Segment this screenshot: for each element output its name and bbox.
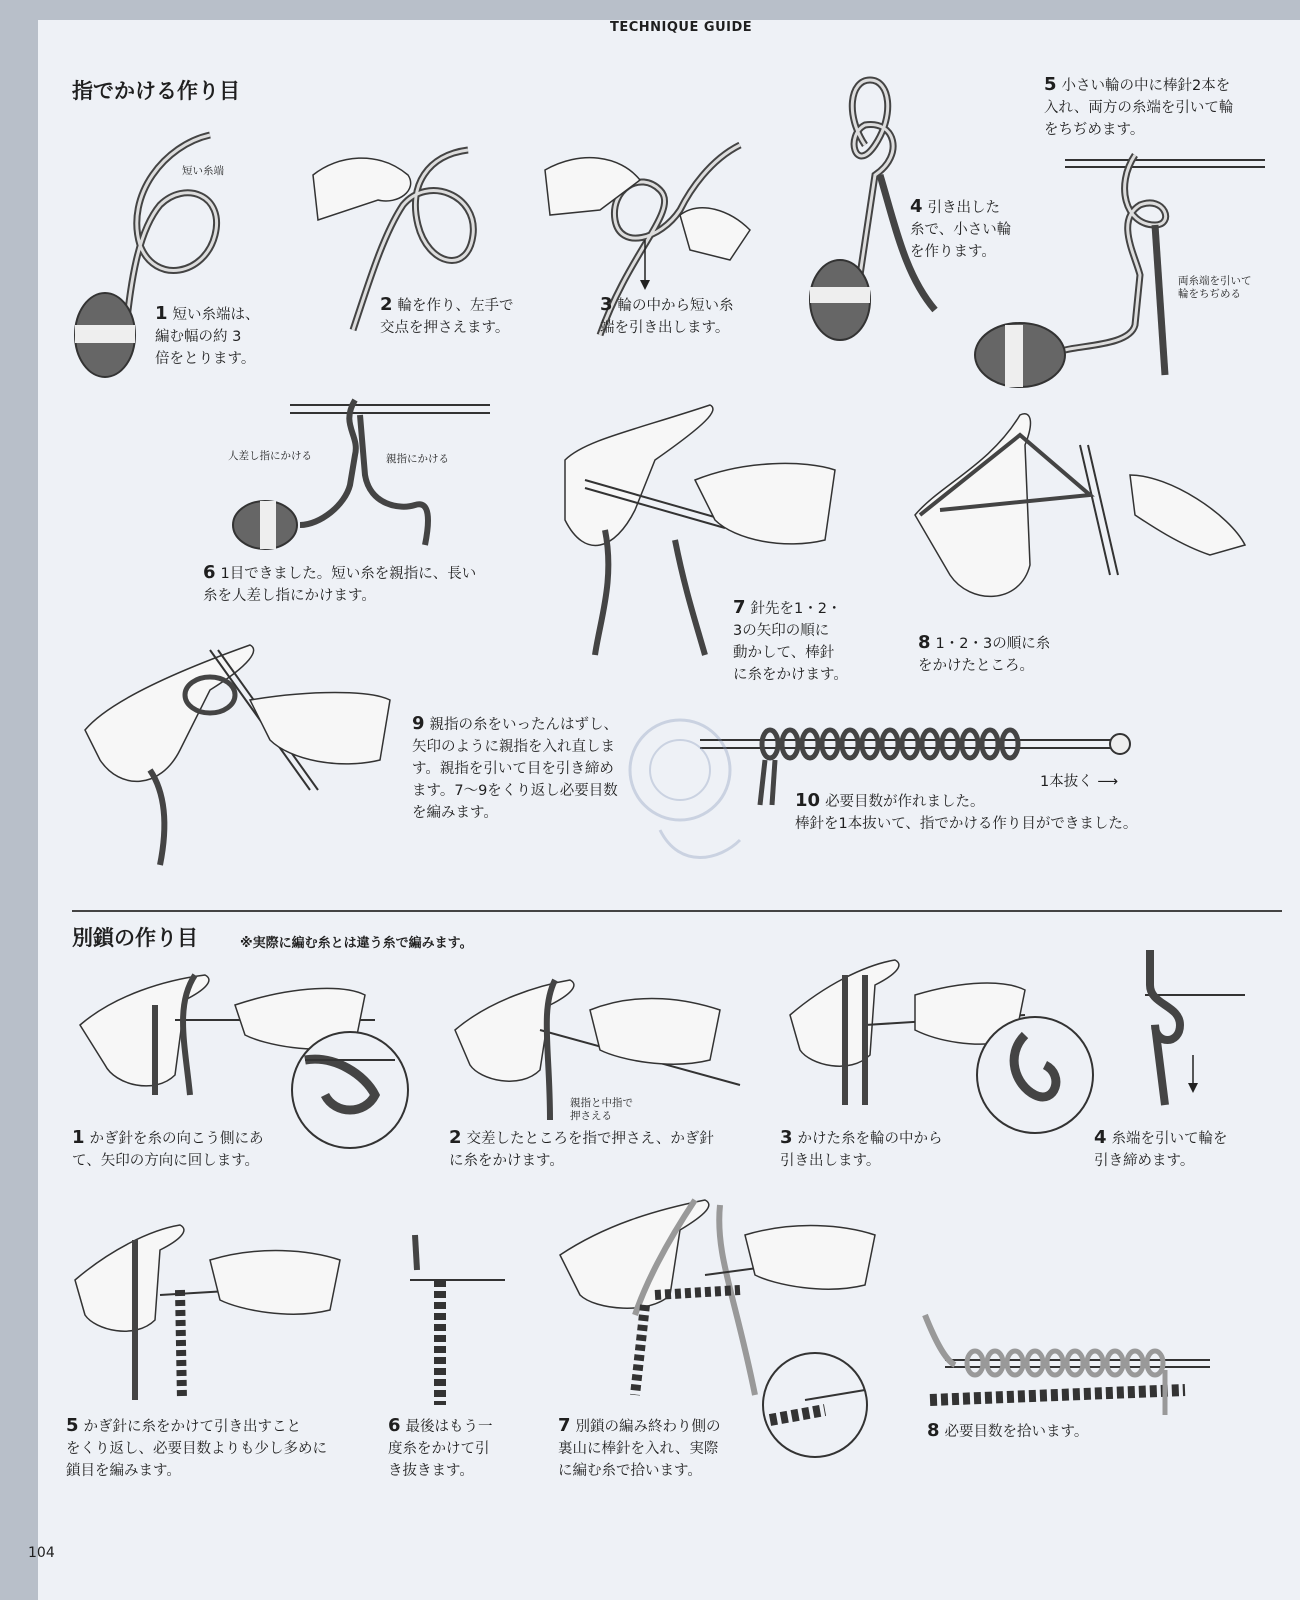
step-caption: 5 小さい輪の中に棒針2本を 入れ、両方の糸端を引いて輪 をちぢめます。: [1044, 74, 1234, 138]
illustration-step-8: [910, 405, 1250, 625]
step-caption: 5 かぎ針に糸をかけて引き出すこと をくり返し、必要目数よりも少し多めに 鎖目を編みます。: [66, 1415, 327, 1479]
illustration-crochet-step-7: [555, 1195, 885, 1450]
section-divider: [72, 910, 1282, 912]
illustration-step-6: [230, 395, 490, 565]
step-caption: 4 糸端を引いて輪を 引き締めます。: [1094, 1127, 1228, 1169]
step-caption: 1 短い糸端は、 編む幅の約 3 倍をとります。: [155, 303, 260, 367]
watermark-logo: [620, 700, 760, 880]
illustration-crochet-step-4: [1125, 945, 1245, 1115]
illustration-crochet-step-3: [785, 955, 1105, 1135]
illustration-crochet-step-5: [70, 1220, 370, 1410]
illustration-crochet-step-6: [395, 1230, 515, 1410]
section-title-provisional-cast-on: 別鎖の作り目: [72, 926, 198, 950]
section-title-finger-cast-on: 指でかける作り目: [72, 79, 240, 103]
step-caption: 10 必要目数が作れました。 棒針を1本抜いて、指でかける作り目ができました。: [795, 790, 1138, 832]
illustration-crochet-step-1: [75, 965, 415, 1135]
step-caption: 7 針先を1・2・ 3の矢印の順に 動かして、棒針 に糸をかけます。: [733, 597, 848, 683]
step-caption: 3 輪の中から短い糸 端を引き出します。: [600, 294, 734, 336]
step-caption: 4 引き出した 糸で、小さい輪 を作ります。: [910, 196, 1012, 260]
label-index-finger: 人差し指にかける: [228, 450, 312, 462]
step-caption: 1 かぎ針を糸の向こう側にあ て、矢印の方向に回します。: [72, 1127, 264, 1169]
label-pull-out: 1本抜く ⟶: [1040, 774, 1119, 790]
step-caption: 8 必要目数を拾います。: [927, 1420, 1089, 1441]
illustration-step-5: [965, 145, 1265, 385]
arrow-right-icon: ⟶: [1097, 774, 1119, 790]
step-caption: 9 親指の糸をいったんはずし、 矢印のように親指を入れ直しま す。親指を引いて目を引き締め ます。7～9をくり返し必要目数 を編みます。: [412, 713, 619, 821]
label-both-ends: 両糸端を引いて 輪をちぢめる: [1178, 275, 1252, 300]
illustration-crochet-step-8: [915, 1310, 1215, 1420]
step-caption: 2 交差したところを指で押さえ、かぎ針 に糸をかけます。: [449, 1127, 714, 1169]
label-press: 親指と中指で 押さえる: [570, 1097, 633, 1122]
step-caption: 2 輪を作り、左手で 交点を押さえます。: [380, 294, 514, 336]
label-short-end: 短い糸端: [182, 165, 224, 177]
step-caption: 6 1目できました。短い糸を親指に、長い 糸を人差し指にかけます。: [203, 562, 477, 604]
step-caption: 3 かけた糸を輪の中から 引き出します。: [780, 1127, 943, 1169]
section-note: ※実際に編む糸とは違う糸で編みます。: [240, 936, 473, 951]
step-caption: 8 1・2・3の順に糸 をかけたところ。: [918, 632, 1051, 674]
step-caption: 7 別鎖の編み終わり側の 裏山に棒針を入れ、実際 に編む糸で拾います。: [558, 1415, 721, 1479]
step-caption: 6 最後はもう一 度糸をかけて引 き抜きます。: [388, 1415, 493, 1479]
illustration-step-9: [80, 640, 400, 870]
page-number: 104: [28, 1545, 55, 1561]
label-thumb: 親指にかける: [386, 453, 449, 465]
section-header: TECHNIQUE GUIDE: [610, 20, 753, 35]
